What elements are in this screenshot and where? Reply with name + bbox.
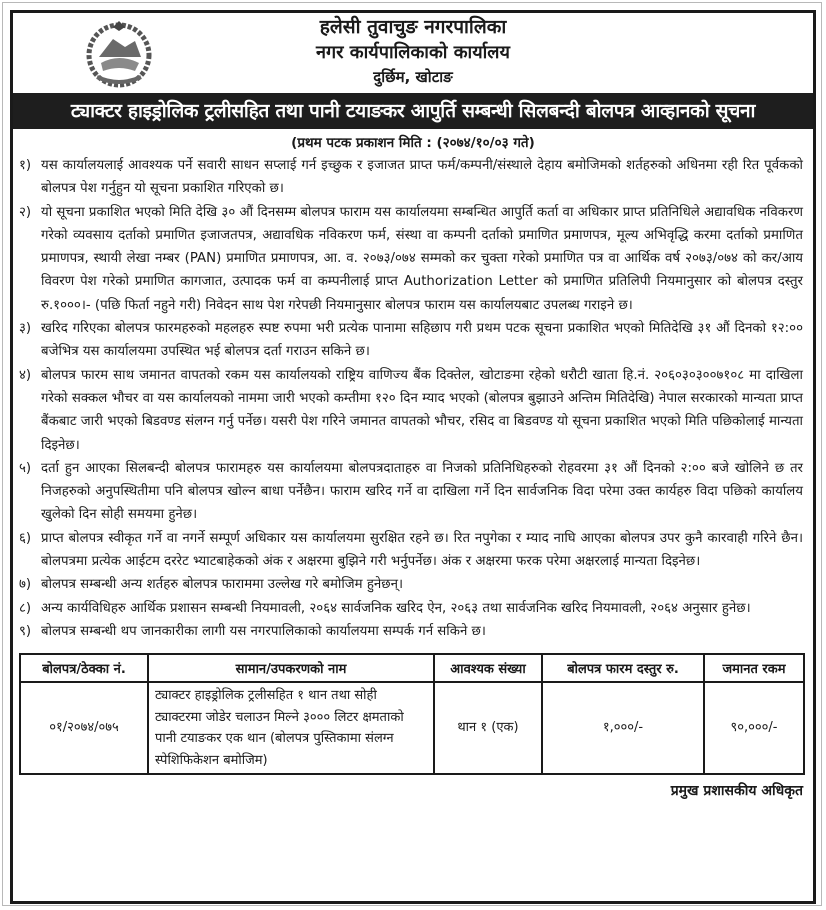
- tender-notice: [10, 10, 816, 904]
- clause-item: [19, 364, 803, 457]
- publication-date: (प्रथम पटक प्रकाशन मिति : (२०७४/१०/०३ गते): [291, 135, 535, 151]
- clause-list: [13, 154, 813, 643]
- clause-text: खरिद गरिएका बोलपत्र फारमहरुको महलहरु स्पष्ट रुपमा भरी प्रत्येक पानामा सहिछाप गरी प्रथम पटक सूचना प्रकाशित भएको मितिदेखि ३१ औं दिनको १२:०० बजेभित्र यस कार्यालयमा उपस्थित भई बोलपत्र दर्ता गराउन सकिने छ।: [41, 321, 803, 360]
- tender-table: [19, 653, 805, 775]
- clause-text: प्राप्त बोलपत्र स्वीकृत गर्ने वा नगर्ने सम्पूर्ण अधिकार यस कार्यालयमा सुरक्षित रहने छ। रित नपुगेका र म्याद नाघि आएका बोलपत्र उपर कुनै कारवाही गरिने छैन। बोलपत्रमा प्रत्येक आईटम दररेट भ्याटबाहेकको अंक र अक्षरमा बुझिने गरी भर्नुपर्नेछ। अंक र अक्षरमा फरक परेमा अक्षरलाई मान्यता दिइनेछ।: [41, 530, 803, 570]
- clause-number: १): [19, 158, 32, 173]
- clause-number: ८): [19, 600, 32, 616]
- clause-text: यो सूचना प्रकाशित भएको मिति देखि ३० औं दिनसम्म बोलपत्र फाराम यस कार्यालयमा सम्बन्धित आपुर्ति कर्ता वा अधिकार प्राप्त प्रतिनिधिले अद्यावधिक नविकरण गरेको व्यवसाय दर्ताको प्रमाणित इजाजतपत्र, अद्यावधिक नविकरण फर्म, संस्था वा कम्पनी दर्ताको प्रमाणित प्रमाणपत्र, मूल्य अभिवृद्धि करमा दर्ताको प्रमाणित प्रमाणपत्र, स्थायी लेखा नम्बर (PAN) प्रमाणित प्रमाणपत्र, आ. व. २०७३/०७४ सम्मको कर चुक्ता गरेको प्रमाणित पत्र वा आर्थिक वर्ष २०७३/०७४ को कर/आय विवरण पेश गरेको प्रमाणित कागजात, उत्पादक फर्म वा कम्पनीलाई प्राप्त Authorization Letter को प्रमाणित प्रतिलिपी नियमानुसार को बोलपत्र दस्तुर रु.१०००।- (पछि फिर्ता नहुने गरी) निवेदन साथ पेश गरेपछी नियमानुसार बोलपत्र फाराम यस कार्यालयबाट उपलब्ध गराइने छ।: [41, 204, 803, 313]
- clause-item: [19, 317, 803, 364]
- clause-number: ९): [19, 623, 32, 639]
- cell-tender-no: ०१/२०७४/०७५: [20, 682, 148, 774]
- office-location: दुर्छिम, खोटाङ: [373, 68, 453, 86]
- office-name: नगर कार्यपालिकाको कार्यालय: [316, 42, 510, 63]
- table-row: [20, 682, 804, 774]
- clause-text: बोलपत्र सम्बन्धी अन्य शर्तहरु बोलपत्र फाराममा उल्लेख गरे बमोजिम हुनेछन्।: [41, 577, 404, 593]
- clause-item: [19, 201, 803, 317]
- cell-item-name: ट्याक्टर हाइड्रोलिक ट्रलीसहित १ थान तथा सोही ट्याक्टरमा जोडेर चलाउन मिल्ने ३००० लिटर क्षमताको पानी टयाङकर एक थान (बोलपत्र पुस्तिकामा संलग्न स्पेशिफिकेशन बमोजिम): [148, 682, 434, 774]
- col-tender-no: बोलपत्र/ठेक्का नं.: [20, 654, 148, 682]
- col-quantity: आवश्यक संख्या: [434, 654, 542, 682]
- col-security-amount: जमानत रकम: [704, 654, 804, 682]
- clause-item: [19, 154, 803, 201]
- clause-item: [19, 597, 803, 620]
- clause-text: बोलपत्र सम्बन्धी थप जानकारीका लागी यस नगरपालिकाको कार्यालयमा सम्पर्क गर्न सकिने छ।: [41, 623, 486, 639]
- clause-number: ७): [19, 577, 32, 593]
- clause-number: ५): [19, 460, 32, 476]
- cell-quantity: थान १ (एक): [434, 682, 542, 774]
- clause-item: [19, 573, 803, 596]
- clause-item: [19, 527, 803, 574]
- clause-text: दर्ता हुन आएका सिलबन्दी बोलपत्र फारामहरु यस कार्यालयमा बोलपत्रदाताहरु वा निजको प्रतिनिधिहरुको रोहवरमा ३१ औं दिनको २:०० बजे खोलिने छ तर निजहरुको अनुपस्थितीमा पनि बोलपत्र खोल्न बाधा पर्नेछैन। फाराम खरिद गर्ने वा दाखिला गर्ने दिन सार्वजनिक विदा परेमा उक्त कार्यहरु विदा पछिको कार्यालय खुलेको दिन सोही समयमा हुनेछ।: [41, 460, 803, 523]
- col-item-name: सामान/उपकरणको नाम: [148, 654, 434, 682]
- clause-number: २): [19, 204, 32, 220]
- notice-title: ट्याक्टर हाइड्रोलिक ट्रलीसहित तथा पानी टयाङकर आपुर्ति सम्बन्धी सिलबन्दी बोलपत्र आव्हानको सूचना: [13, 93, 813, 129]
- clause-number: ३): [19, 321, 32, 337]
- col-form-fee: बोलपत्र फारम दस्तुर रु.: [542, 654, 704, 682]
- notice-header: [13, 13, 813, 93]
- cell-form-fee: १,०००/-: [542, 682, 704, 774]
- clause-text: अन्य कार्यविधिहरु आर्थिक प्रशासन सम्बन्धी नियमावली, २०६४ सार्वजनिक खरिद ऐन, २०६३ तथा सार्वजनिक खरिद नियमावली, २०६४ अनुसार हुनेछ।: [41, 600, 751, 616]
- clause-number: ४): [19, 367, 32, 383]
- table-header-row: [20, 654, 804, 682]
- clause-number: ६): [19, 530, 32, 546]
- clause-item: [19, 620, 803, 643]
- clause-text: बोलपत्र फारम साथ जमानत वापतको रकम यस कार्यालयको राष्ट्रिय वाणिज्य बैंक दिक्तेल, खोटाङमा रहेको धरौटी खाता हि.नं. २०६०३०३००७१०८ मा दाखिला गरेको सक्कल भौचर वा यस कार्यालयको नाममा जारी भएको कम्तीमा १२० दिन म्याद भएको (बोलपत्र बुझाउने अन्तिम मितिदेखि) नेपाल सरकारको मान्यता प्राप्त बैंकबाट जारी भएको बिडवण्ड संलग्न गर्नु पर्नेछ। यसरी पेश गरिने जमानत वापतको भौचर, रसिद वा बिडवण्ड यो सूचना प्रकाशित भएको मिति पछिकोलाई मान्यता दिइनेछ।: [41, 367, 803, 453]
- cell-security-amount: ९०,०००/-: [704, 682, 804, 774]
- clause-item: [19, 457, 803, 527]
- municipality-name: हलेसी तुवाचुङ नगरपालिका: [319, 16, 507, 38]
- signatory-title: प्रमुख प्रशासकीय अधिकृत: [670, 783, 803, 800]
- clause-text: यस कार्यालयलाई आवश्यक पर्ने सवारी साधन सप्लाई गर्न इच्छुक र इजाजत प्राप्त फर्म/कम्पनी/संस्थाले देहाय बमोजिमको शर्तहरुको अधिनमा रही रित पूर्वकको बोलपत्र पेश गर्नुहुन यो सूचना प्रकाशित गरिएको छ।: [41, 158, 803, 197]
